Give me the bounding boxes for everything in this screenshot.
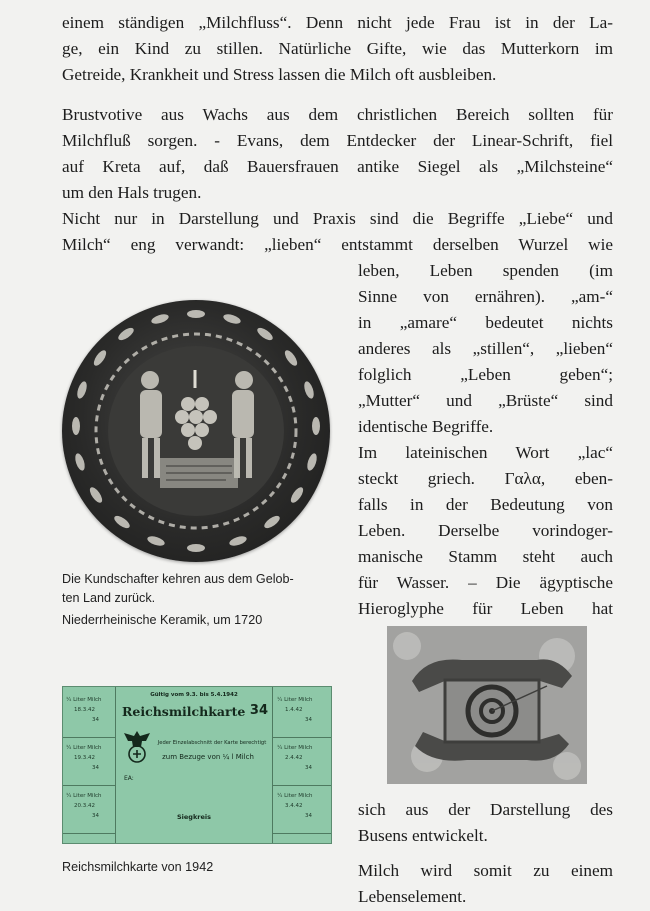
text-line: Getreide, Krankheit und Stress lassen die Milch oft ausbleiben. [62,65,497,84]
hieroglyph-relief-image [387,626,587,784]
paragraph-2 [62,102,613,206]
coupon-date: 20.3.42 [74,803,95,809]
text-line: auf Kreta auf, daß Bauersfrauen antike Siegel als „Milchsteine“ [62,157,613,176]
text-line: um den Hals trugen. [62,183,202,202]
caption-line: Niederrheinische Keramik, um 1720 [62,613,263,627]
card-title [122,703,270,723]
instruction-line: zum Bezuge von ¼ l Milch [162,753,254,761]
text-line: manische Stamm steht auch [358,547,613,566]
coupon-amount: ¼ Liter Milch [66,745,102,751]
text-line: anderes als „stillen“, „lieben“ [358,339,613,358]
eagle-emblem-icon [122,727,152,767]
district-label: Siegkreis [176,813,211,821]
text-line: einem ständigen „Milchfluss“. Denn nicht jede Frau ist in der La- [62,13,613,32]
text-line: Leben. Derselbe vorindoger- [358,521,613,540]
card-title-text: Reichsmilchkarte [122,704,246,719]
ration-card-image [62,686,332,844]
paragraph-5-column [358,797,613,849]
ea-label: EA: [124,775,134,782]
text-line: ge, ein Kind zu stillen. Natürliche Gifte, wie das Mutterkorn im [62,39,613,58]
coupon-number: 34 [92,813,99,819]
paragraph-3 [62,206,613,258]
plate-caption [62,570,352,630]
text-line: Brustvotive aus Wachs aus dem christlichen Bereich sollten für [62,105,613,124]
caption-line: Die Kundschafter kehren aus dem Gelob- [62,572,294,586]
coupon-number: 34 [92,717,99,723]
coupon [66,695,112,725]
text-line: Milch“ eng verwandt: „lieben“ entstammt derselben Wurzel wie [62,235,613,254]
coupon-number: 34 [305,765,312,771]
text-line: Milchfluß sorgen. - Evans, dem Entdecker der Linear-Schrift, fiel [62,131,613,150]
coupon [277,791,327,821]
paragraph-4-column [358,440,613,622]
text-line: falls in der Bedeutung von [358,495,613,514]
text-line: für Wasser. – Die ägyptische [358,573,613,592]
coupon-amount: ¼ Liter Milch [277,745,313,751]
right-coupons [272,687,331,843]
text-line: Busens entwickelt. [358,826,488,845]
paragraph-6-column [358,858,613,910]
text-line: Nicht nur in Darstellung und Praxis sind die Begriffe „Liebe“ und [62,209,613,228]
card-instruction [154,739,270,747]
card-center [116,687,272,843]
coupon-date: 19.3.42 [74,755,95,761]
text-line: in „amare“ bedeutet nichts [358,313,613,332]
text-line: Lebenselement. [358,887,467,906]
coupon [66,791,112,821]
coupon-date: 2.4.42 [285,755,303,761]
text-line: leben, Leben spenden (im [358,261,613,280]
left-coupons [63,687,116,843]
card-number: 34 [249,703,268,718]
coupon-date: 18.3.42 [74,707,95,713]
coupon [277,743,327,773]
paragraph-3-column [358,258,613,440]
text-line: Milch wird somit zu einem [358,861,613,880]
text-line: „Mutter“ und „Brüste“ sind [358,391,613,410]
text-line: Hieroglyphe für Leben hat [358,599,613,618]
ceramic-plate-image [62,300,330,562]
paragraph-1 [62,10,613,88]
text-line: identische Begriffe. [358,417,494,436]
instruction-line: Jeder Einzelabschnitt der Karte berechtigt [157,740,267,746]
coupon-date: 1.4.42 [285,707,303,713]
coupon-amount: ¼ Liter Milch [66,697,102,703]
coupon-amount: ¼ Liter Milch [66,793,102,799]
text-line: steckt griech. Γαλα, eben- [358,469,613,488]
caption-line: ten Land zurück. [62,591,156,605]
valid-line: Gültig vom 9.3. bis 5.4.1942 [150,692,238,698]
coupon [277,695,327,725]
coupon-amount: ¼ Liter Milch [277,697,313,703]
coupon-number: 34 [305,717,312,723]
coupon [66,743,112,773]
coupon-amount: ¼ Liter Milch [277,793,313,799]
coupon-number: 34 [305,813,312,819]
coupon-number: 34 [92,765,99,771]
card-caption: Reichsmilchkarte von 1942 [62,860,214,874]
text-line: Sinne von ernähren). „am-“ [358,287,613,306]
text-line: sich aus der Darstellung des [358,800,613,819]
text-line: Im lateinischen Wort „lac“ [358,443,613,462]
text-line: folglich „Leben geben“; [358,365,613,384]
coupon-date: 3.4.42 [285,803,303,809]
